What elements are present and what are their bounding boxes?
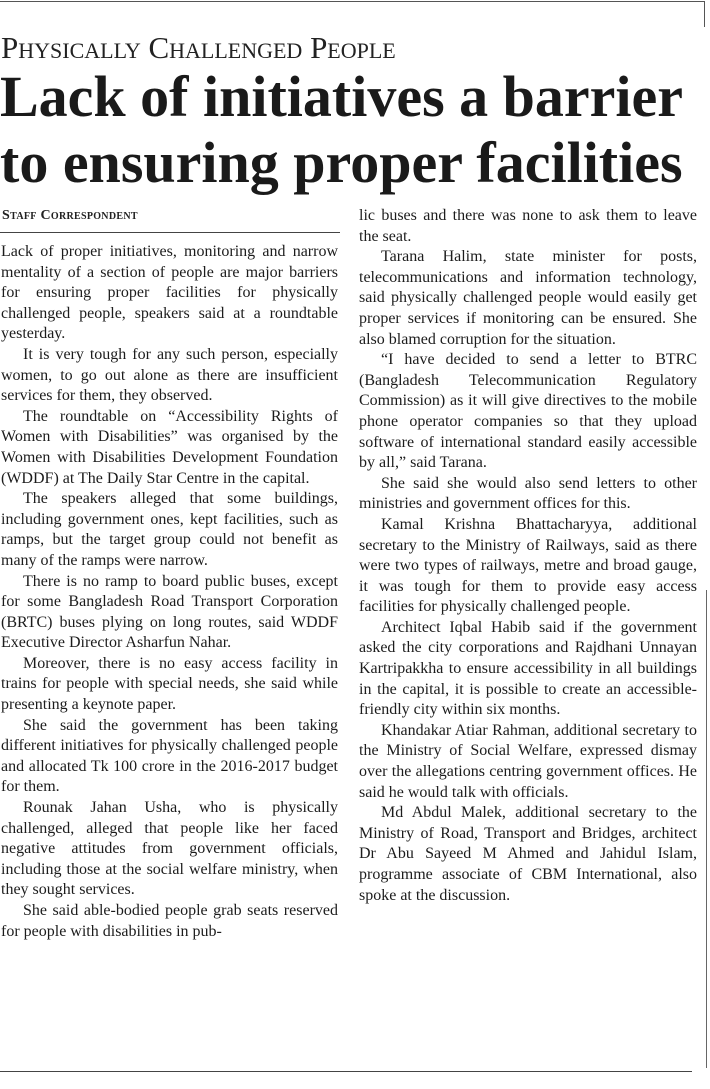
byline: Staff Correspondent <box>2 208 138 223</box>
paragraph: Rounak Jahan Usha, who is physically challenged, alleged that people like her faced negative attitudes from government officials, including those at the social welfare ministry, when they sought services. <box>1 799 338 899</box>
byline-divider <box>0 232 340 233</box>
paragraph: The speakers alleged that some buildings, including government ones, kept facilities, such as ramps, but the target group could not benefit as many of the ramps were narrow. <box>1 490 338 569</box>
paragraph: She said able-bodied people grab seats reserved for people with disabilities in pub- <box>1 902 338 940</box>
paragraph: There is no ramp to board public buses, except for some Bangladesh Road Transport Corporation (BRTC) buses plying on long routes, said WDDF Executive Director Asharfun Nahar. <box>1 572 338 652</box>
corner-divider <box>704 1 705 27</box>
paragraph: The roundtable on “Accessibility Rights of Women with Disabilities” was organised by the Women with Disabilities Development Foundation (WDDF) at The Daily Star Centre in the capital. <box>1 407 338 487</box>
paragraph: Kamal Krishna Bhattacharyya, additional secretary to the Ministry of Railways, said as there were two types of railways, metre and broad gauge, it was tough for them to provide easy access facilities for physically challenged people. <box>359 515 697 616</box>
paragraph: “I have decided to send a letter to BTRC (Bangladesh Telecommunication Regulatory Commission) as it will give directives to the mobile phone operator companies so that they upload software of international standard easily accessible by all,” said Tarana. <box>359 351 697 472</box>
headline <box>0 64 710 196</box>
paragraph: It is very tough for any such person, especially women, to go out alone as there are insufficient services for them, they observed. <box>1 345 338 405</box>
section-kicker: Physically Challenged People <box>1 30 396 65</box>
paragraph: Md Abdul Malek, additional secretary to the Ministry of Road, Transport and Bridges, architect Dr Abu Sayeed M Ahmed and Jahidul Islam, programme associate of CBM International, also spoke at the discussion. <box>359 804 697 904</box>
headline-line-1: Lack of initiatives a barrier <box>0 64 684 129</box>
paragraph: lic buses and there was none to ask them to leave the seat. <box>359 207 697 245</box>
column-side-divider <box>706 590 707 1068</box>
paragraph: Architect Iqbal Habib said if the government asked the city corporations and Rajdhani Unnayan Kartripakkha to ensure accessibility in all buildings in the capital, it is possible to create an accessible-friendly city within six months. <box>359 618 697 719</box>
article-column-right <box>359 206 697 906</box>
paragraph: Moreover, there is no easy access facility in trains for people with special needs, she said while presenting a keynote paper. <box>1 654 338 714</box>
paragraph: She said she would also send letters to other ministries and government offices for this. <box>359 474 697 513</box>
paragraph: Lack of proper initiatives, monitoring and narrow mentality of a section of people are major barriers for ensuring proper facilities for physically challenged people, speakers said at a roundtable yesterday. <box>1 243 338 343</box>
headline-line-2: to ensuring proper facilities <box>0 130 683 195</box>
paragraph: Khandakar Atiar Rahman, additional secretary to the Ministry of Social Welfare, expressed dismay over the allegations centring government offices. He said he would talk with officials. <box>359 721 697 801</box>
article-column-left <box>1 242 338 942</box>
paragraph: She said the government has been taking different initiatives for physically challenged people and allocated Tk 100 crore in the 2016-2017 budget for them. <box>1 716 338 796</box>
bottom-divider <box>0 1071 692 1072</box>
top-divider <box>0 1 704 2</box>
paragraph: Tarana Halim, state minister for posts, telecommunications and information technology, said physically challenged people would easily get proper services if monitoring can be ensured. She also blamed corruption for the situation. <box>359 248 697 348</box>
